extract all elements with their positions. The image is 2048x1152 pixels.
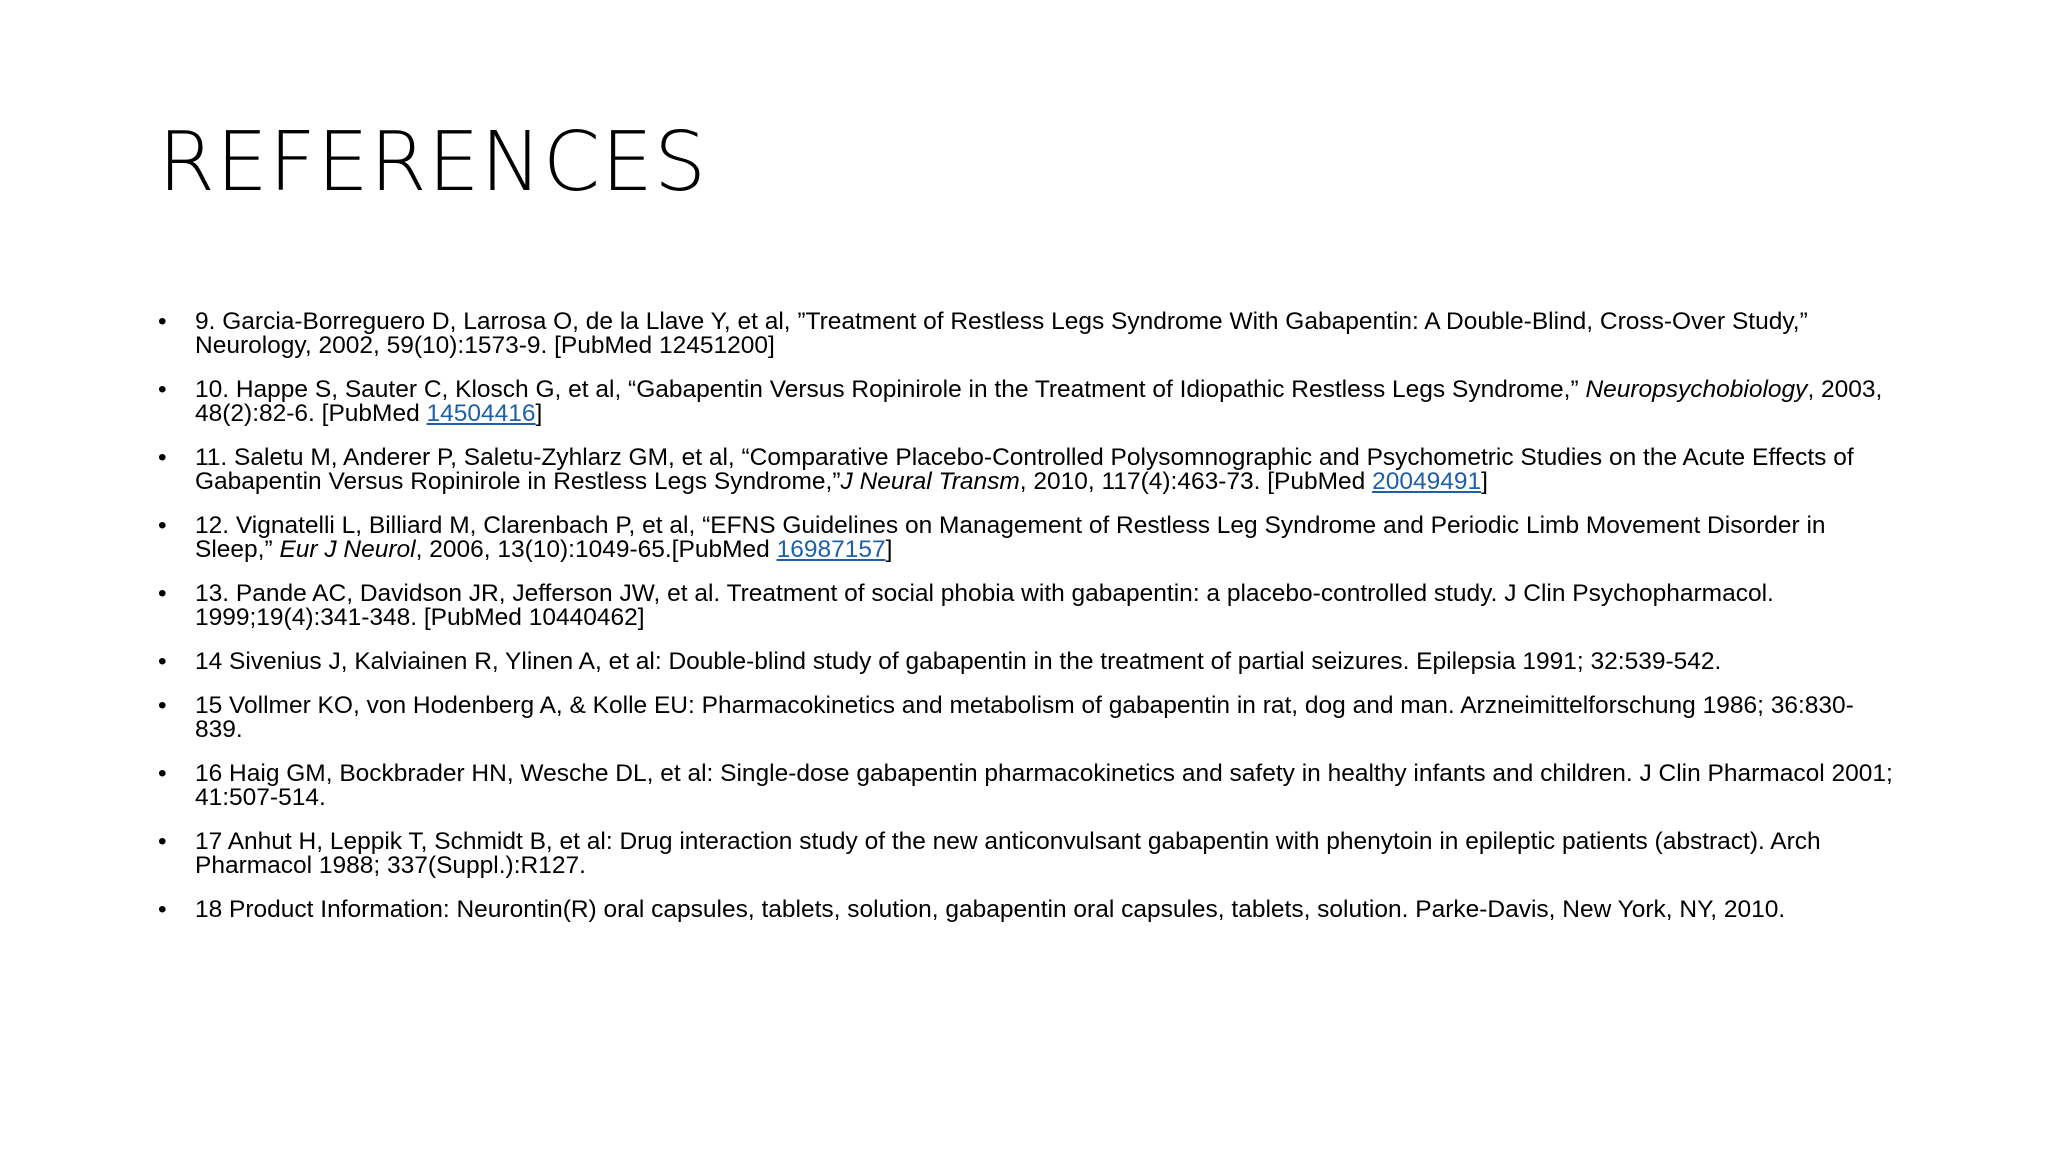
pubmed-link[interactable]: 20049491 (1372, 468, 1482, 495)
reference-text: 16 Haig GM, Bockbrader HN, Wesche DL, et al: Single-dose gabapentin pharmacokinetics and safety in healthy infants and children. J Clin Pharmacol 2001; 41:507-514. (195, 760, 1893, 811)
reference-text: 15 Vollmer KO, von Hodenberg A, & Kolle EU: Pharmacokinetics and metabolism of gabapentin in rat, dog and man. Arzneimittelforschung 1986; 36:830-839. (195, 692, 1854, 743)
reference-text: 11. Saletu M, Anderer P, Saletu-Zyhlarz GM, et al, “Comparative Placebo-Controlled Polysomnographic and Psychometric Studies on the Acute Effects of Gabapentin Versus Ropinirole in Restless Legs Syndrome,” (195, 444, 1854, 495)
slide-title: REFERENCES (158, 115, 708, 210)
reference-text: ] (1481, 468, 1488, 495)
bullet-icon: • (158, 512, 167, 539)
reference-item-16 (158, 762, 1898, 810)
reference-item-14 (158, 650, 1898, 674)
reference-text: 17 Anhut H, Leppik T, Schmidt B, et al: Drug interaction study of the new anticonvulsant gabapentin with phenytoin in epileptic patients (abstract). Arch Pharmacol 1988; 337(Suppl.):R127. (195, 828, 1821, 879)
reference-text: , 2010, 117(4):463-73. [PubMed (1019, 468, 1373, 495)
reference-text: 18 Product Information: Neurontin(R) oral capsules, tablets, solution, gabapentin oral capsules, tablets, solution. Parke-Davis, New York, NY, 2010. (195, 896, 1786, 923)
reference-text: 12. Vignatelli L, Billiard M, Clarenbach P, et al, “EFNS Guidelines on Management of Restless Leg Syndrome and Periodic Limb Movement Disorder in Sleep,” (195, 512, 1826, 563)
pubmed-link[interactable]: 16987157 (776, 536, 886, 563)
reference-item-11 (158, 446, 1898, 494)
reference-text: ] (885, 536, 893, 563)
reference-text: 10. Happe S, Sauter C, Klosch G, et al, “Gabapentin Versus Ropinirole in the Treatment of Idiopathic Restless Legs Syndrome,” (195, 376, 1586, 403)
bullet-icon: • (158, 648, 167, 675)
reference-item-13 (158, 582, 1898, 630)
pubmed-link[interactable]: 14504416 (426, 400, 536, 427)
reference-text: , 2003, 48(2):82-6. [PubMed (195, 376, 1883, 427)
reference-text: 13. Pande AC, Davidson JR, Jefferson JW, et al. Treatment of social phobia with gabapentin: a placebo-controlled study. J Clin Psychopharmacol. 1999;19(4):341-348. [PubMed 10440462] (195, 580, 1774, 631)
reference-item-9 (158, 310, 1898, 358)
reference-text: , 2006, 13(10):1049-65.[PubMed (415, 536, 777, 563)
bullet-icon: • (158, 760, 167, 787)
reference-list (158, 310, 1898, 942)
journal-name: Neuropsychobiology (1585, 376, 1808, 403)
bullet-icon: • (158, 308, 167, 335)
journal-name: J Neural Transm (840, 468, 1020, 495)
bullet-icon: • (158, 692, 167, 719)
reference-text: ] (535, 400, 543, 427)
bullet-icon: • (158, 828, 167, 855)
reference-item-15 (158, 694, 1898, 742)
bullet-icon: • (158, 376, 167, 403)
bullet-icon: • (158, 444, 167, 471)
reference-text: 14 Sivenius J, Kalviainen R, Ylinen A, et al: Double-blind study of gabapentin in the treatment of partial seizures. Epilepsia 1991; 32:539-542. (195, 648, 1722, 675)
reference-item-17 (158, 830, 1898, 878)
reference-item-18 (158, 898, 1898, 922)
bullet-icon: • (158, 896, 167, 923)
reference-item-10 (158, 378, 1898, 426)
reference-text: 9. Garcia-Borreguero D, Larrosa O, de la Llave Y, et al, ”Treatment of Restless Legs Syndrome With Gabapentin: A Double-Blind, Cross-Over Study,” Neurology, 2002, 59(10):1573-9. [PubMed 12451200] (195, 308, 1808, 359)
bullet-icon: • (158, 580, 167, 607)
journal-name: Eur J Neurol (279, 536, 416, 563)
reference-item-12 (158, 514, 1898, 562)
